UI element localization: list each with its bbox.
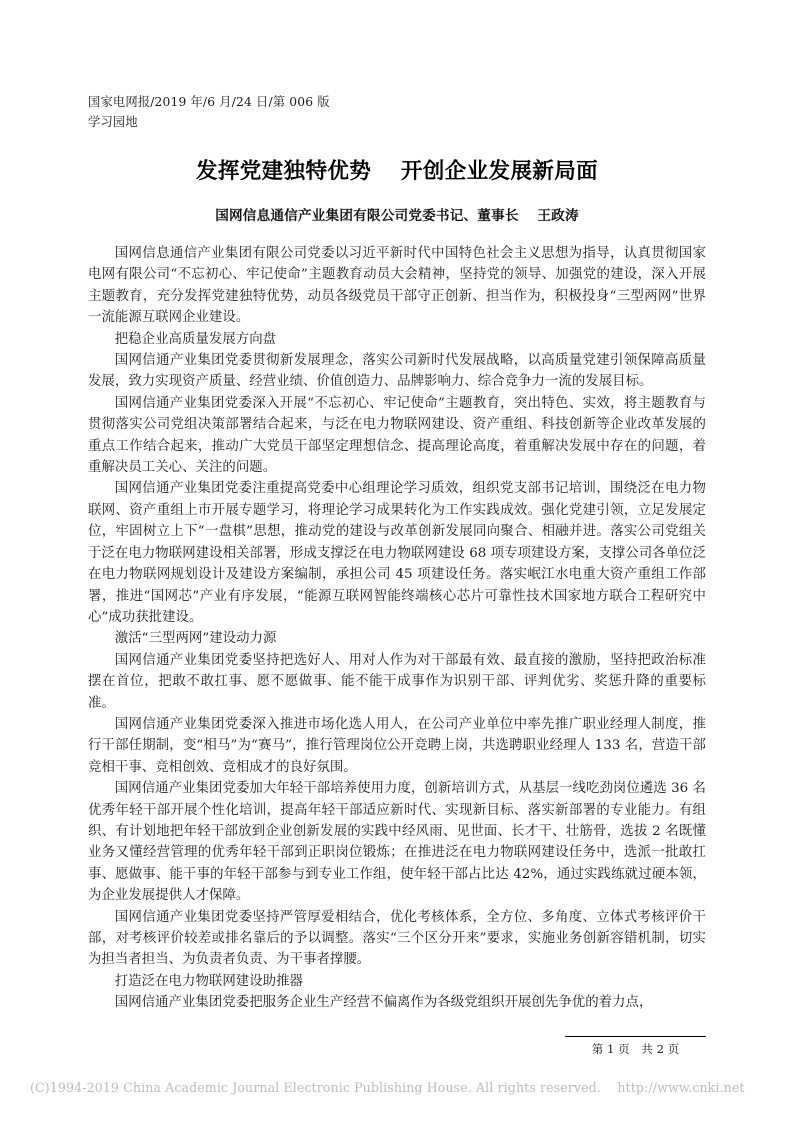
section-heading: 激活“三型两网”建设动力源 <box>114 631 277 647</box>
paragraph: 国网信息通信产业集团有限公司党委以习近平新时代中国特色社会主义思想为指导，认真贯彻国家电网有限公司“不忘初心、牢记使命”主题教育动员大会精神，坚持党的领导、加强党的建设，深入开展主题教育，充分发挥党建独特优势，动员各级党员干部守正创新、担当作为，积极投身“三型两网”世界一流能源互联网企业建设。 <box>88 246 706 326</box>
section-heading: 打造泛在电力物联网建设助推器 <box>114 973 303 989</box>
byline: 国网信息通信产业集团有限公司党委书记、董事长 王政涛 <box>215 208 579 224</box>
masthead-source-line: 国家电网报/2019 年/6 月/24 日/第 006 版 <box>88 95 330 109</box>
paragraph: 国网信通产业集团党委注重提高党委中心组理论学习质效，组织党支部书记培训，围绕泛在电力物联网、资产重组上市开展专题学习，将理论学习成果转化为工作实践成效。强化党建引领，立足发展定位，牢固树立上下“一盘棋”思想，推动党的建设与改革创新发展同向聚合、相融并进。落实公司党组关于泛在电力物联网建设相关部署，形成支撑泛在电力物联网建设 68 项专项建设方案，支撑公司各单位泛在电力物联网规划设计及建设方案编制，承担公司 45 项建设任务。落实岷江水电重大资产重组工作部署，推进“国网芯”产业有序发展，“能源互联网智能终端核心芯片可靠性技术国家地方联合工程研究中心”成功获批建设。 <box>88 481 706 625</box>
paragraph: 国网信通产业集团党委贯彻新发展理念，落实公司新时代发展战略，以高质量党建引领保障高质量发展，致力实现资产质量、经营业绩、价值创造力、品牌影响力、综合竞争力一流的发展目标。 <box>88 353 706 390</box>
paragraph: 国网信通产业集团党委坚持严管厚爱相结合，优化考核体系，全方位、多角度、立体式考核评价干部，对考核评价较差或排名靠后的予以调整。落实“三个区分开来”要求，实施业务创新容错机制，切实为担当者担当、为负责者负责、为干事者撑腰。 <box>88 909 706 968</box>
masthead <box>88 92 708 132</box>
page-title: 发挥党建独特优势 开创企业发展新局面 <box>195 159 599 184</box>
masthead-column-line: 学习园地 <box>88 115 138 129</box>
paragraph: 国网信通产业集团党委坚持把选好人、用对人作为对干部最有效、最直接的激励，坚持把政治标准摆在首位，把敢不敢扛事、愿不愿做事、能不能干成事作为识别干部、评判优劣、奖惩升降的重要标准。 <box>88 652 706 711</box>
footer-divider <box>565 1036 706 1037</box>
paragraph: 国网信通产业集团党委把服务企业生产经营不偏离作为各级党组织开展创先争优的着力点， <box>114 995 653 1011</box>
section-heading: 把稳企业高质量发展方向盘 <box>114 331 277 347</box>
copyright-watermark: (C)1994-2019 China Academic Journal Electronic Publishing House. All rights reserved. http://www.cnki.net <box>30 1080 745 1095</box>
paragraph: 国网信通产业集团党委深入开展“不忘初心、牢记使命”主题教育，突出特色、实效，将主题教育与贯彻落实公司党组决策部署结合起来，与泛在电力物联网建设、资产重组、科技创新等企业改革发展的重点工作结合起来，推动广大党员干部坚定理想信念、提高理论高度，着重解决发展中存在的问题，着重解决员工关心、关注的问题。 <box>88 395 706 476</box>
paragraph: 国网信通产业集团党委加大年轻干部培养使用力度，创新培训方式，从基层一线吃劲岗位遴选 36 名优秀年轻干部开展个性化培训，提高年轻干部适应新时代、实现新目标、落实新部署的专业能力。有组织、有计划地把年轻干部放到企业创新发展的实践中经风雨、见世面、长才干、壮筋骨，选拔 2 名既懂业务又懂经营管理的优秀年轻干部到正职岗位锻炼；在推进泛在电力物联网建设任务中，选派一批敢扛事、愿做事、能干事的年轻干部参与到专业工作组，使年轻干部占比达 42%，通过实践练就过硬本领，为企业发展提供人才保障。 <box>88 781 706 904</box>
article-body <box>88 243 706 1014</box>
page-indicator: 第 1 页 共 2 页 <box>591 1042 680 1056</box>
paragraph: 国网信通产业集团党委深入推进市场化选人用人，在公司产业单位中率先推广职业经理人制度，推行干部任期制，变“相马”为“赛马”，推行管理岗位公开竞聘上岗，共选聘职业经理人 133 名，营造干部竞相干事、竞相创效、竞相成才的良好氛围。 <box>88 716 706 775</box>
